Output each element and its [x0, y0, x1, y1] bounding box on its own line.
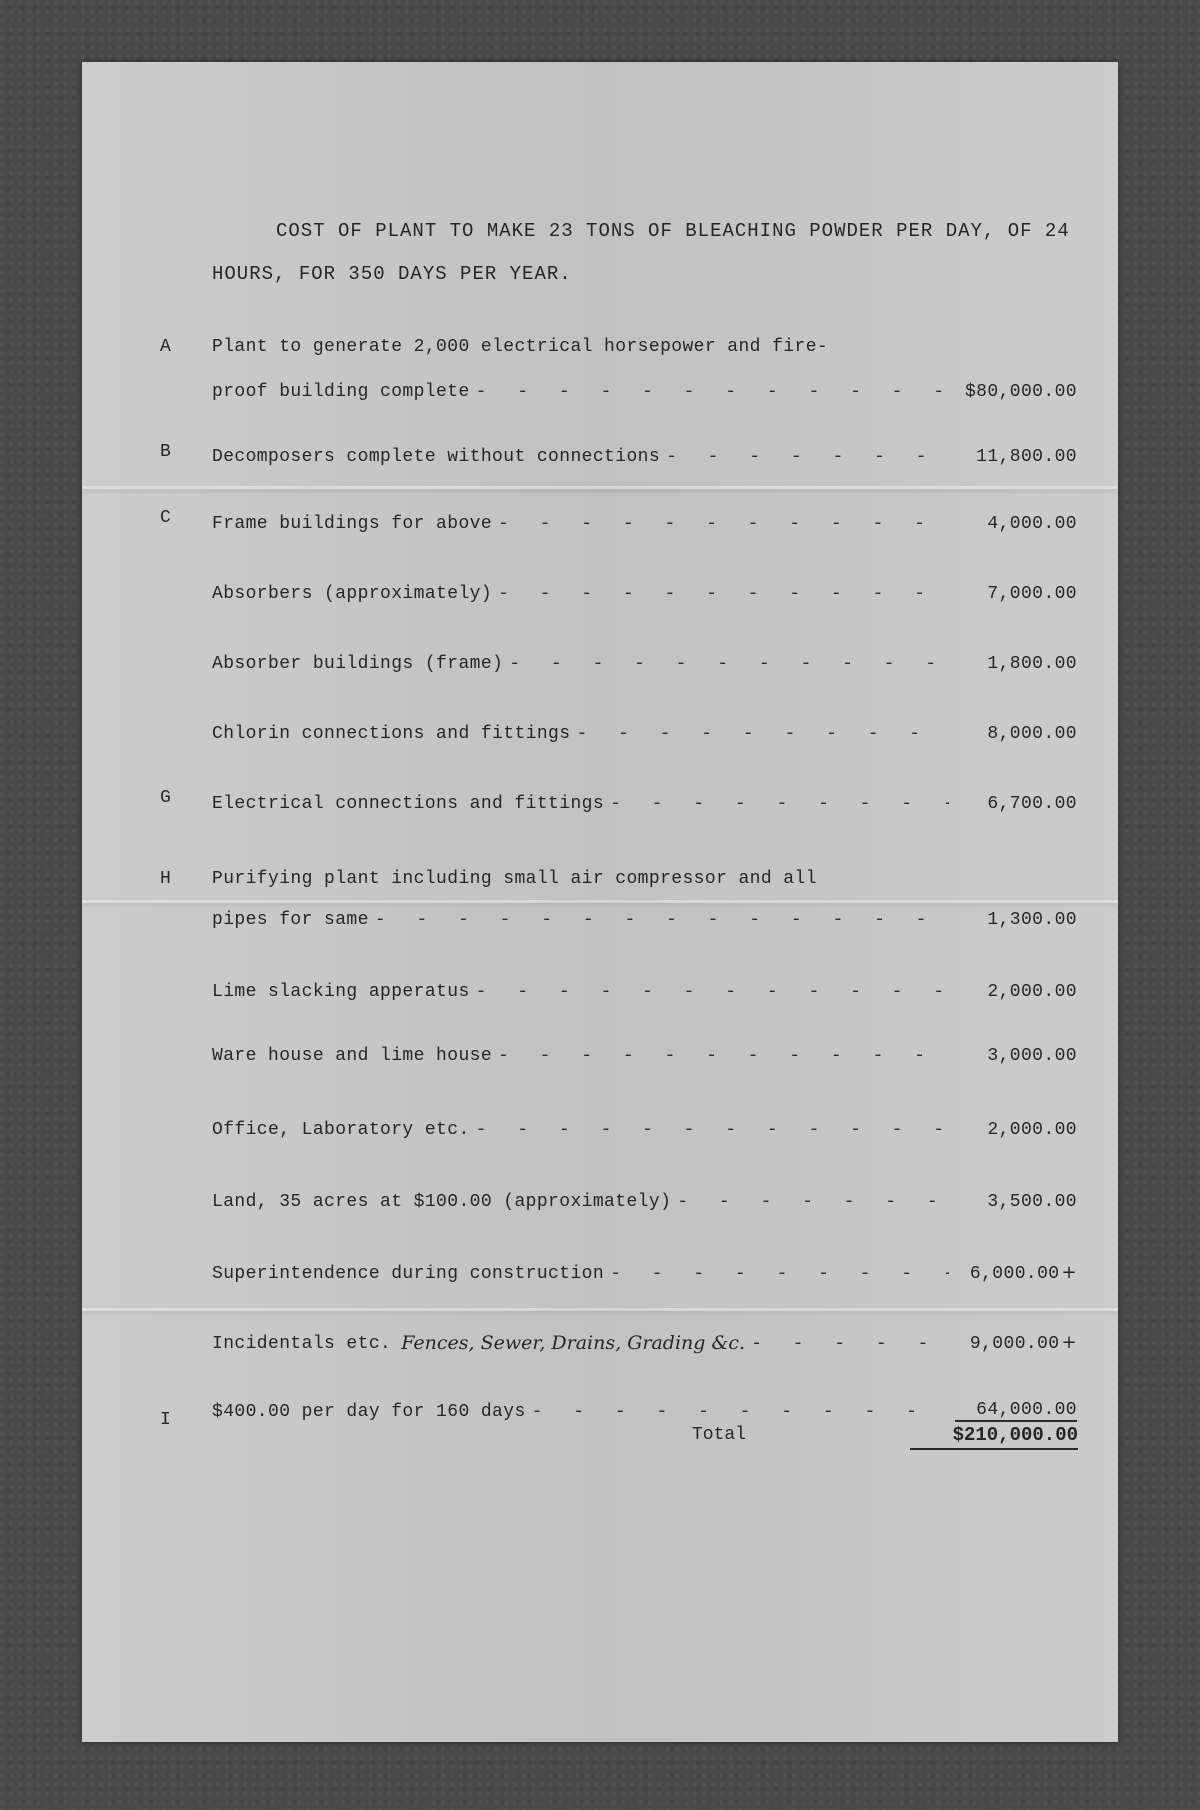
item-amount — [955, 1332, 1077, 1354]
dot-leader — [610, 794, 949, 814]
dot-leader — [476, 982, 949, 1002]
item-amount: 4,000.00 — [987, 514, 1077, 534]
dot-leader — [610, 1264, 949, 1284]
line-item-i — [212, 1392, 1077, 1422]
item-desc: pipes for same — [212, 910, 369, 930]
dot-leader — [498, 514, 949, 534]
dot-leader — [677, 1192, 949, 1212]
total-label: Total — [692, 1425, 747, 1445]
item-letter-i: I — [160, 1410, 171, 1430]
item-desc: Frame buildings for above — [212, 514, 493, 534]
item-desc: Superintendence during construction — [212, 1264, 605, 1284]
line-item-land — [212, 1182, 1077, 1212]
dot-leader — [509, 654, 949, 674]
item-amount: 6,700.00 — [987, 794, 1077, 814]
dot-leader — [751, 1334, 949, 1354]
line-item-absorber-buildings — [212, 644, 1077, 674]
item-amount: 3,000.00 — [987, 1046, 1077, 1066]
document-title: COST OF PLANT TO MAKE 23 TONS OF BLEACHING POWDER PER DAY, OF 24 HOURS, FOR 350 DAYS PER YEAR. — [212, 220, 1070, 285]
item-desc: Office, Laboratory etc. — [212, 1120, 470, 1140]
item-amount — [955, 1262, 1077, 1284]
item-desc: Ware house and lime house — [212, 1046, 493, 1066]
item-desc: Absorber buildings (frame) — [212, 654, 504, 674]
line-item-incidentals — [212, 1324, 1077, 1354]
line-item-c — [212, 504, 1077, 534]
handwritten-plus-mark: + — [1061, 1262, 1077, 1283]
item-desc: Lime slacking apperatus — [212, 982, 470, 1002]
line-item-g — [212, 784, 1077, 814]
line-item-superintendence — [212, 1254, 1077, 1284]
item-amount: 7,000.00 — [987, 584, 1077, 604]
line-item-h — [212, 900, 1077, 930]
item-desc: proof building complete — [212, 382, 470, 402]
handwritten-note: Fences, Sewer, Drains, Grading &c. — [401, 1332, 746, 1354]
item-a-desc-line1: Plant to generate 2,000 electrical horsepower and fire- — [212, 337, 829, 357]
line-item-ware-house — [212, 1036, 1077, 1066]
dot-leader — [532, 1402, 949, 1422]
item-letter-g: G — [160, 788, 171, 808]
handwritten-plus-mark: + — [1061, 1332, 1077, 1353]
dot-leader — [476, 1120, 949, 1140]
item-letter-h: H — [160, 869, 171, 889]
line-item-lime-slacking — [212, 972, 1077, 1002]
document-page — [82, 62, 1118, 1742]
line-item-absorbers — [212, 574, 1077, 604]
item-letter-c: C — [160, 508, 171, 528]
line-item-b — [212, 437, 1077, 467]
item-desc: Land, 35 acres at $100.00 (approximately) — [212, 1192, 672, 1212]
item-amount: $80,000.00 — [964, 382, 1077, 402]
line-item-chlorin — [212, 714, 1077, 744]
dot-leader — [498, 1046, 949, 1066]
item-amount: 2,000.00 — [987, 982, 1077, 1002]
amount-value: 9,000.00 — [969, 1334, 1060, 1354]
dot-leader — [576, 724, 949, 744]
item-desc: Chlorin connections and fittings — [212, 724, 571, 744]
item-amount: 64,000.00 — [955, 1400, 1077, 1422]
item-amount: 1,300.00 — [987, 910, 1077, 930]
dot-leader — [476, 382, 949, 402]
item-letter-a: A — [160, 337, 171, 357]
item-desc: Incidentals etc. — [212, 1334, 392, 1354]
item-h-desc-line1: Purifying plant including small air compressor and all — [212, 869, 817, 889]
line-item-a — [212, 372, 1077, 402]
paper-fold — [82, 486, 1118, 489]
item-letter-b: B — [160, 442, 171, 462]
dot-leader — [498, 584, 949, 604]
item-amount: 2,000.00 — [987, 1120, 1077, 1140]
dot-leader — [666, 447, 949, 467]
item-amount: 11,800.00 — [976, 447, 1077, 467]
amount-value: 6,000.00 — [969, 1264, 1060, 1284]
item-desc: $400.00 per day for 160 days — [212, 1402, 526, 1422]
total-amount: $210,000.00 — [910, 1424, 1078, 1450]
item-desc: Absorbers (approximately) — [212, 584, 493, 604]
dot-leader — [375, 910, 949, 930]
item-desc: Decomposers complete without connections — [212, 447, 661, 467]
item-amount: 8,000.00 — [987, 724, 1077, 744]
item-desc: Electrical connections and fittings — [212, 794, 605, 814]
line-item-office — [212, 1110, 1077, 1140]
paper-fold — [82, 1308, 1118, 1311]
item-amount: 1,800.00 — [987, 654, 1077, 674]
item-amount: 3,500.00 — [987, 1192, 1077, 1212]
